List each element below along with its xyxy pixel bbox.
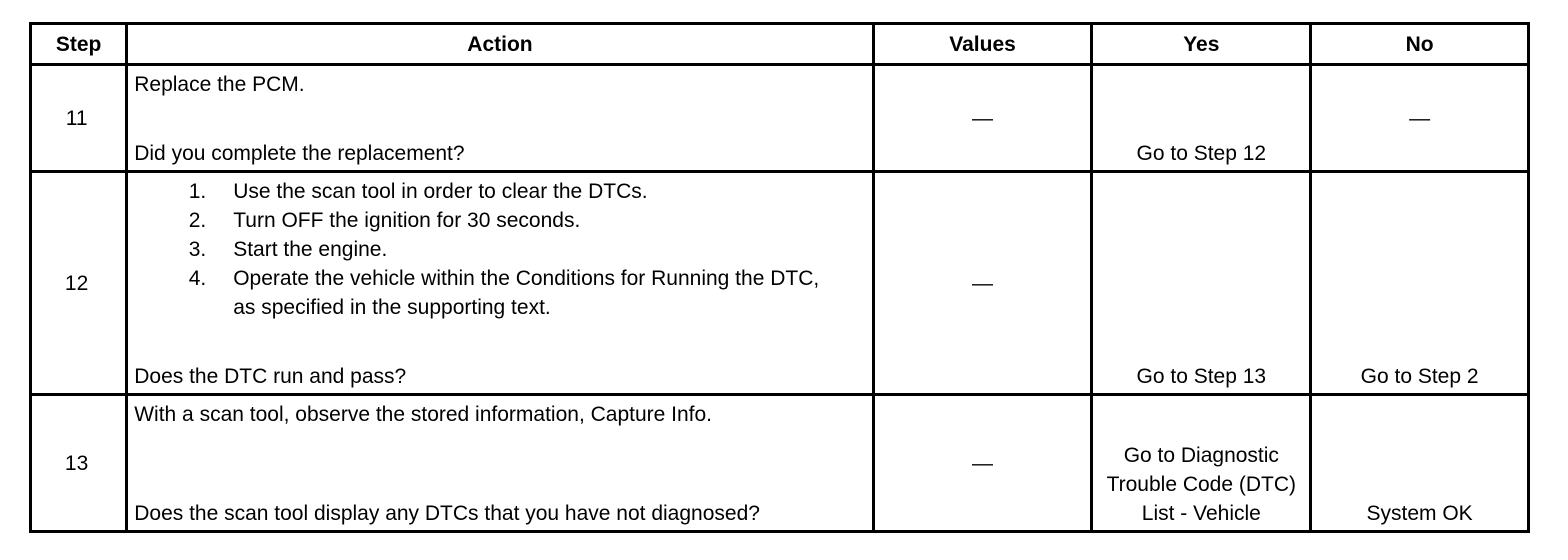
list-item-number: 3. (188, 238, 207, 261)
list-item (134, 177, 865, 206)
step-number: 11 (31, 65, 127, 172)
yes-cell: Go to Step 13 (1092, 172, 1311, 395)
yes-cell: Go to Step 12 (1092, 65, 1311, 172)
list-item-text: Start the engine. (233, 238, 388, 261)
table-row (31, 65, 1529, 172)
values-cell: — (873, 172, 1092, 395)
action-question: Did you complete the replacement? (134, 142, 465, 165)
yes-cell-text: Go to Diagnostic Trouble Code (DTC) List - Vehicle (1106, 444, 1297, 525)
no-cell: — (1311, 65, 1529, 172)
step-number: 12 (31, 172, 127, 395)
list-item-text: Operate the vehicle within the Conditions for Running the DTC, as specified in the supporting text. (233, 267, 820, 319)
list-item-number: 2. (188, 209, 207, 232)
action-cell (127, 65, 873, 172)
values-cell: — (873, 65, 1092, 172)
header-action: Action (127, 24, 873, 65)
list-item-text: Use the scan tool in order to clear the DTCs. (233, 180, 648, 203)
list-item-text: Turn OFF the ignition for 30 seconds. (233, 209, 581, 232)
table-row (31, 395, 1529, 532)
list-item (134, 206, 865, 235)
action-question: Does the scan tool display any DTCs that you have not diagnosed? (134, 502, 760, 525)
header-no: No (1311, 24, 1529, 65)
step-number: 13 (31, 395, 127, 532)
list-item-number: 4. (188, 267, 207, 290)
header-step: Step (31, 24, 127, 65)
values-cell: — (873, 395, 1092, 532)
header-yes: Yes (1092, 24, 1311, 65)
no-cell: Go to Step 2 (1311, 172, 1529, 395)
table-row (31, 172, 1529, 395)
action-question: Does the DTC run and pass? (134, 365, 407, 388)
action-instruction: With a scan tool, observe the stored information, Capture Info. (134, 403, 713, 426)
list-item (134, 235, 865, 264)
action-cell (127, 172, 873, 395)
diagnostic-table (29, 22, 1530, 533)
list-item-number: 1. (188, 180, 207, 203)
list-item (134, 264, 865, 322)
header-values: Values (873, 24, 1092, 65)
no-cell: System OK (1311, 395, 1529, 532)
header-row (31, 24, 1529, 65)
action-steps-list (134, 177, 865, 322)
action-instruction: Replace the PCM. (134, 73, 305, 96)
action-cell (127, 395, 873, 532)
yes-cell (1092, 395, 1311, 532)
